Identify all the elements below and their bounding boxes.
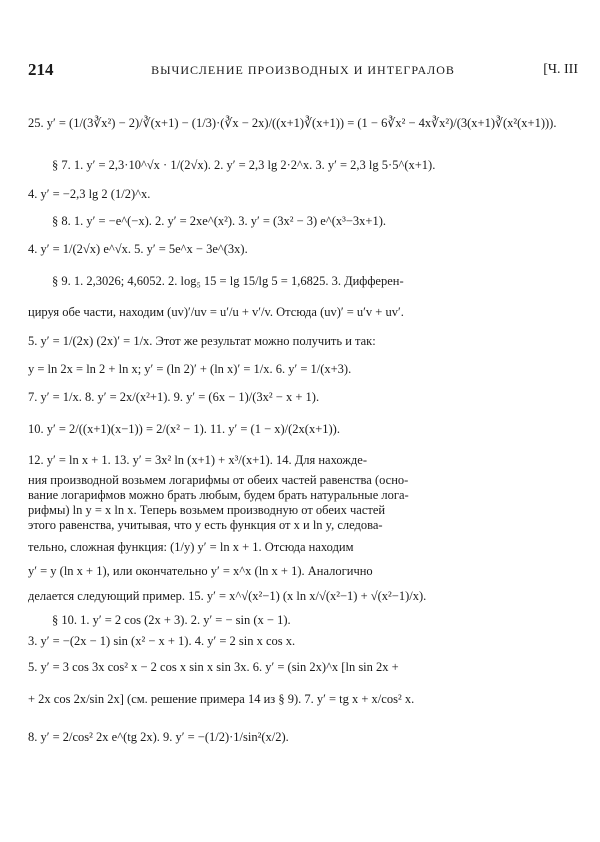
part-label: [Ч. III [543, 62, 578, 77]
answers-text [28, 95, 573, 757]
text-line [28, 95, 573, 151]
text-line-content: y′ = y (ln x + 1), или окончательно y′ = x^x (ln x + 1). Аналогично [28, 563, 373, 578]
text-line [28, 488, 573, 503]
text-line [28, 209, 573, 233]
text-line-content: 7. y′ = 1/x. 8. y′ = 2x/(x²+1). 9. y′ = (6x − 1)/(3x² − x + 1). [28, 389, 320, 404]
text-line-content: 3. y′ = −(2x − 1) sin (x² − x + 1). 4. y′ = 2 sin x cos x. [28, 633, 296, 648]
text-line-content: 10. y′ = 2/((x+1)(x−1)) = 2/(x² − 1). 11. y′ = (1 − x)/(2x(x+1)). [28, 421, 340, 436]
text-line-content: § 8. 1. y′ = −e^(−x). 2. y′ = 2xe^(x²). 3. y′ = (3x² − 3) e^(x³−3x+1). [52, 213, 387, 228]
text-line [28, 179, 573, 209]
text-line [28, 561, 573, 581]
text-line [28, 327, 573, 355]
text-line [28, 681, 573, 717]
text-line [28, 151, 573, 179]
text-line-content: § 7. 1. y′ = 2,3·10^√x · 1/(2√x). 2. y′ = 2,3 lg 2·2^x. 3. y′ = 2,3 lg 5·5^(x+1). [52, 157, 436, 172]
text-line [28, 611, 573, 629]
text-line [28, 518, 573, 533]
text-line-content: § 9. 1. 2,3026; 4,6052. 2. log₅ 15 = lg 15/lg 5 = 1,6825. 3. Дифферен- [52, 273, 404, 288]
text-line-content: + 2x cos 2x/sin 2x] (см. решение примера 14 из § 9). 7. y′ = tg x + x/cos² x. [28, 691, 415, 706]
running-title: ВЫЧИСЛЕНИЕ ПРОИЗВОДНЫХ И ИНТЕГРАЛОВ [151, 63, 455, 77]
text-line [28, 653, 573, 681]
text-line-content: 4. y′ = 1/(2√x) e^√x. 5. y′ = 5e^x − 3e^(3x). [28, 241, 248, 256]
text-line [28, 411, 573, 447]
text-line-content: ния производной возьмем логарифмы от обеих частей равенства (осно- [28, 473, 409, 488]
text-line [28, 383, 573, 411]
text-line [28, 629, 573, 653]
text-line-content: рифмы) ln y = x ln x. Теперь возьмем производную от обеих частей [28, 503, 386, 518]
text-line-content: y = ln 2x = ln 2 + ln x; y′ = (ln 2)′ + (ln x)′ = 1/x. 6. y′ = 1/(x+3). [28, 361, 352, 376]
running-header [28, 60, 578, 82]
text-line-content: делается следующий пример. 15. y′ = x^√(x²−1) (x ln x/√(x²−1) + √(x²−1)/x). [28, 588, 427, 603]
text-line [28, 503, 573, 518]
page-number: 214 [28, 60, 54, 79]
text-line-content: вание логарифмов можно брать любым, будем брать натуральные лога- [28, 488, 409, 503]
text-line [28, 447, 573, 473]
text-line [28, 473, 573, 488]
text-line-content: 4. y′ = −2,3 lg 2 (1/2)^x. [28, 186, 151, 201]
text-line-content: 25. y′ = (1/(3∛x²) − 2)/∛(x+1) − (1/3)·(∛x − 2x)/((x+1)∛(x+1)) = (1 − 6∛x² − 4x∛x²)/(3(x+1)∛(x²(x+1))). [28, 115, 557, 130]
text-line-content: 5. y′ = 3 cos 3x cos² x − 2 cos x sin x sin 3x. 6. y′ = (sin 2x)^x [ln sin 2x + [28, 659, 399, 674]
text-line [28, 581, 573, 611]
text-line-content: цируя обе части, находим (uv)′/uv = u′/u + v′/v. Отсюда (uv)′ = u′v + uv′. [28, 304, 404, 319]
text-line-content: этого равенства, учитывая, что y есть функция от x и ln y, следова- [28, 518, 383, 533]
text-line [28, 233, 573, 265]
text-line-content: 5. y′ = 1/(2x) (2x)′ = 1/x. Этот же результат можно получить и так: [28, 333, 376, 348]
text-line [28, 297, 573, 327]
text-line-content: § 10. 1. y′ = 2 cos (2x + 3). 2. y′ = − sin (x − 1). [52, 612, 291, 627]
text-line [28, 533, 573, 561]
text-line-content: 8. y′ = 2/cos² 2x e^(tg 2x). 9. y′ = −(1/2)·1/sin²(x/2). [28, 729, 289, 744]
text-line [28, 265, 573, 297]
text-line [28, 355, 573, 383]
text-line [28, 717, 573, 757]
text-line-content: 12. y′ = ln x + 1. 13. y′ = 3x² ln (x+1) + x³/(x+1). 14. Для нахожде- [28, 452, 368, 467]
text-line-content: тельно, сложная функция: (1/y) y′ = ln x + 1. Отсюда находим [28, 539, 354, 554]
